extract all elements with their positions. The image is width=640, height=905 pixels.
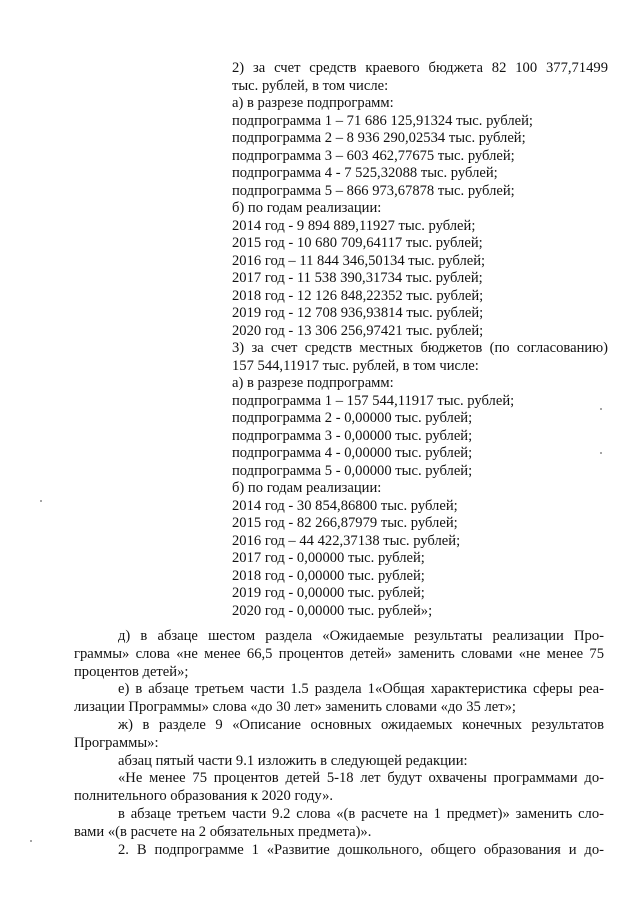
funding-line: б) по годам реализации: bbox=[232, 480, 382, 496]
paragraph-zh-line-1: ж) в разделе 9 «Описание основных ожидаемых конечных результатов bbox=[118, 716, 604, 733]
funding-line: подпрограмма 4 - 7 525,32088 тыс. рублей; bbox=[232, 165, 498, 181]
funding-line: подпрограмма 1 – 157 544,11917 тыс. рублей; bbox=[232, 392, 515, 409]
paragraph-2 bbox=[74, 842, 604, 860]
funding-line: 3) за счет средств местных бюджетов (по согласованию) bbox=[232, 340, 608, 356]
paragraph-d-line-1: д) в абзаце шестом раздела «Ожидаемые результаты реализации Про- bbox=[118, 628, 604, 644]
paragraph-d bbox=[74, 628, 604, 681]
paragraph-9-2-line-2: вами «(в расчете на 2 обязательных предмета)». bbox=[74, 823, 372, 840]
funding-line: 2017 год - 11 538 390,31734 тыс. рублей; bbox=[232, 270, 483, 286]
funding-line: 2015 год - 82 266,87979 тыс. рублей; bbox=[232, 515, 458, 531]
funding-line: подпрограмма 1 – 71 686 125,91324 тыс. рублей; bbox=[232, 112, 533, 129]
paragraph-2-line-1: 2. В подпрограмме 1 «Развитие дошкольного, общего образования и до- bbox=[118, 841, 604, 858]
funding-line: подпрограмма 4 - 0,00000 тыс. рублей; bbox=[232, 445, 473, 461]
paragraph-e-line-1: е) в абзаце третьем части 1.5 раздела 1«Общая характеристика сферы реа- bbox=[118, 681, 604, 698]
funding-line: 2) за счет средств краевого бюджета 82 100 377,71499 bbox=[232, 60, 608, 76]
funding-line: 2016 год – 11 844 346,50134 тыс. рублей; bbox=[232, 252, 486, 269]
paragraph-d-line-2: граммы» слова «не менее 66,5 процентов детей» заменить словами «не менее 75 bbox=[74, 645, 604, 662]
amendments-block bbox=[74, 628, 604, 859]
paragraph-9-1 bbox=[74, 753, 604, 771]
paragraph-9-2 bbox=[74, 806, 604, 842]
funding-line: 2020 год - 13 306 256,97421 тыс. рублей; bbox=[232, 322, 484, 339]
paragraph-quote-line-1: «Не менее 75 процентов детей 5-18 лет будут охвачены программами до- bbox=[118, 770, 604, 787]
funding-line: 2020 год - 0,00000 тыс. рублей»; bbox=[232, 602, 433, 619]
scan-speck bbox=[600, 452, 602, 454]
funding-line: 2014 год - 9 894 889,11927 тыс. рублей; bbox=[232, 217, 476, 234]
funding-line: подпрограмма 3 - 0,00000 тыс. рублей; bbox=[232, 427, 473, 444]
paragraph-e bbox=[74, 681, 604, 717]
funding-line: 2018 год - 0,00000 тыс. рублей; bbox=[232, 567, 425, 584]
funding-line: подпрограмма 2 - 0,00000 тыс. рублей; bbox=[232, 410, 473, 426]
funding-line: подпрограмма 2 – 8 936 290,02534 тыс. рублей; bbox=[232, 130, 526, 146]
funding-line: а) в разрезе подпрограмм: bbox=[232, 95, 394, 111]
paragraph-e-line-2: лизации Программы» слова «до 30 лет» заменить словами «до 35 лет»; bbox=[74, 699, 516, 716]
funding-line: а) в разрезе подпрограмм: bbox=[232, 375, 394, 391]
funding-list-block bbox=[232, 60, 608, 620]
paragraph-zh-line-2: Программы»: bbox=[74, 734, 159, 751]
funding-line: 157 544,11917 тыс. рублей, в том числе: bbox=[232, 357, 479, 374]
funding-line: 2019 год - 12 708 936,93814 тыс. рублей; bbox=[232, 305, 484, 321]
paragraph-9-2-line-1: в абзаце третьем части 9.2 слова «(в расчете на 1 предмет)» заменить сло- bbox=[118, 805, 604, 822]
scan-speck bbox=[600, 408, 602, 410]
funding-line: подпрограмма 5 - 0,00000 тыс. рублей; bbox=[232, 462, 473, 479]
funding-line: 2017 год - 0,00000 тыс. рублей; bbox=[232, 550, 425, 566]
funding-line: б) по годам реализации: bbox=[232, 200, 382, 216]
scan-speck bbox=[30, 840, 32, 842]
paragraph-9-1-line-1: абзац пятый части 9.1 изложить в следующей редакции: bbox=[118, 752, 468, 769]
funding-line: тыс. рублей, в том числе: bbox=[232, 77, 389, 94]
funding-line: подпрограмма 5 – 866 973,67878 тыс. рублей; bbox=[232, 182, 515, 199]
funding-line: 2015 год - 10 680 709,64117 тыс. рублей; bbox=[232, 235, 483, 251]
scan-speck bbox=[40, 500, 42, 502]
funding-line: 2014 год - 30 854,86800 тыс. рублей; bbox=[232, 497, 458, 514]
funding-line: 2019 год - 0,00000 тыс. рублей; bbox=[232, 585, 425, 601]
paragraph-quote-line-2: полнительного образования к 2020 году». bbox=[74, 788, 334, 805]
funding-line: 2016 год – 44 422,37138 тыс. рублей; bbox=[232, 532, 461, 549]
funding-line: 2018 год - 12 126 848,22352 тыс. рублей; bbox=[232, 287, 484, 304]
paragraph-d-line-3: процентов детей»; bbox=[74, 663, 189, 680]
paragraph-quote bbox=[74, 770, 604, 806]
funding-line: подпрограмма 3 – 603 462,77675 тыс. рублей; bbox=[232, 147, 515, 164]
paragraph-zh bbox=[74, 717, 604, 753]
